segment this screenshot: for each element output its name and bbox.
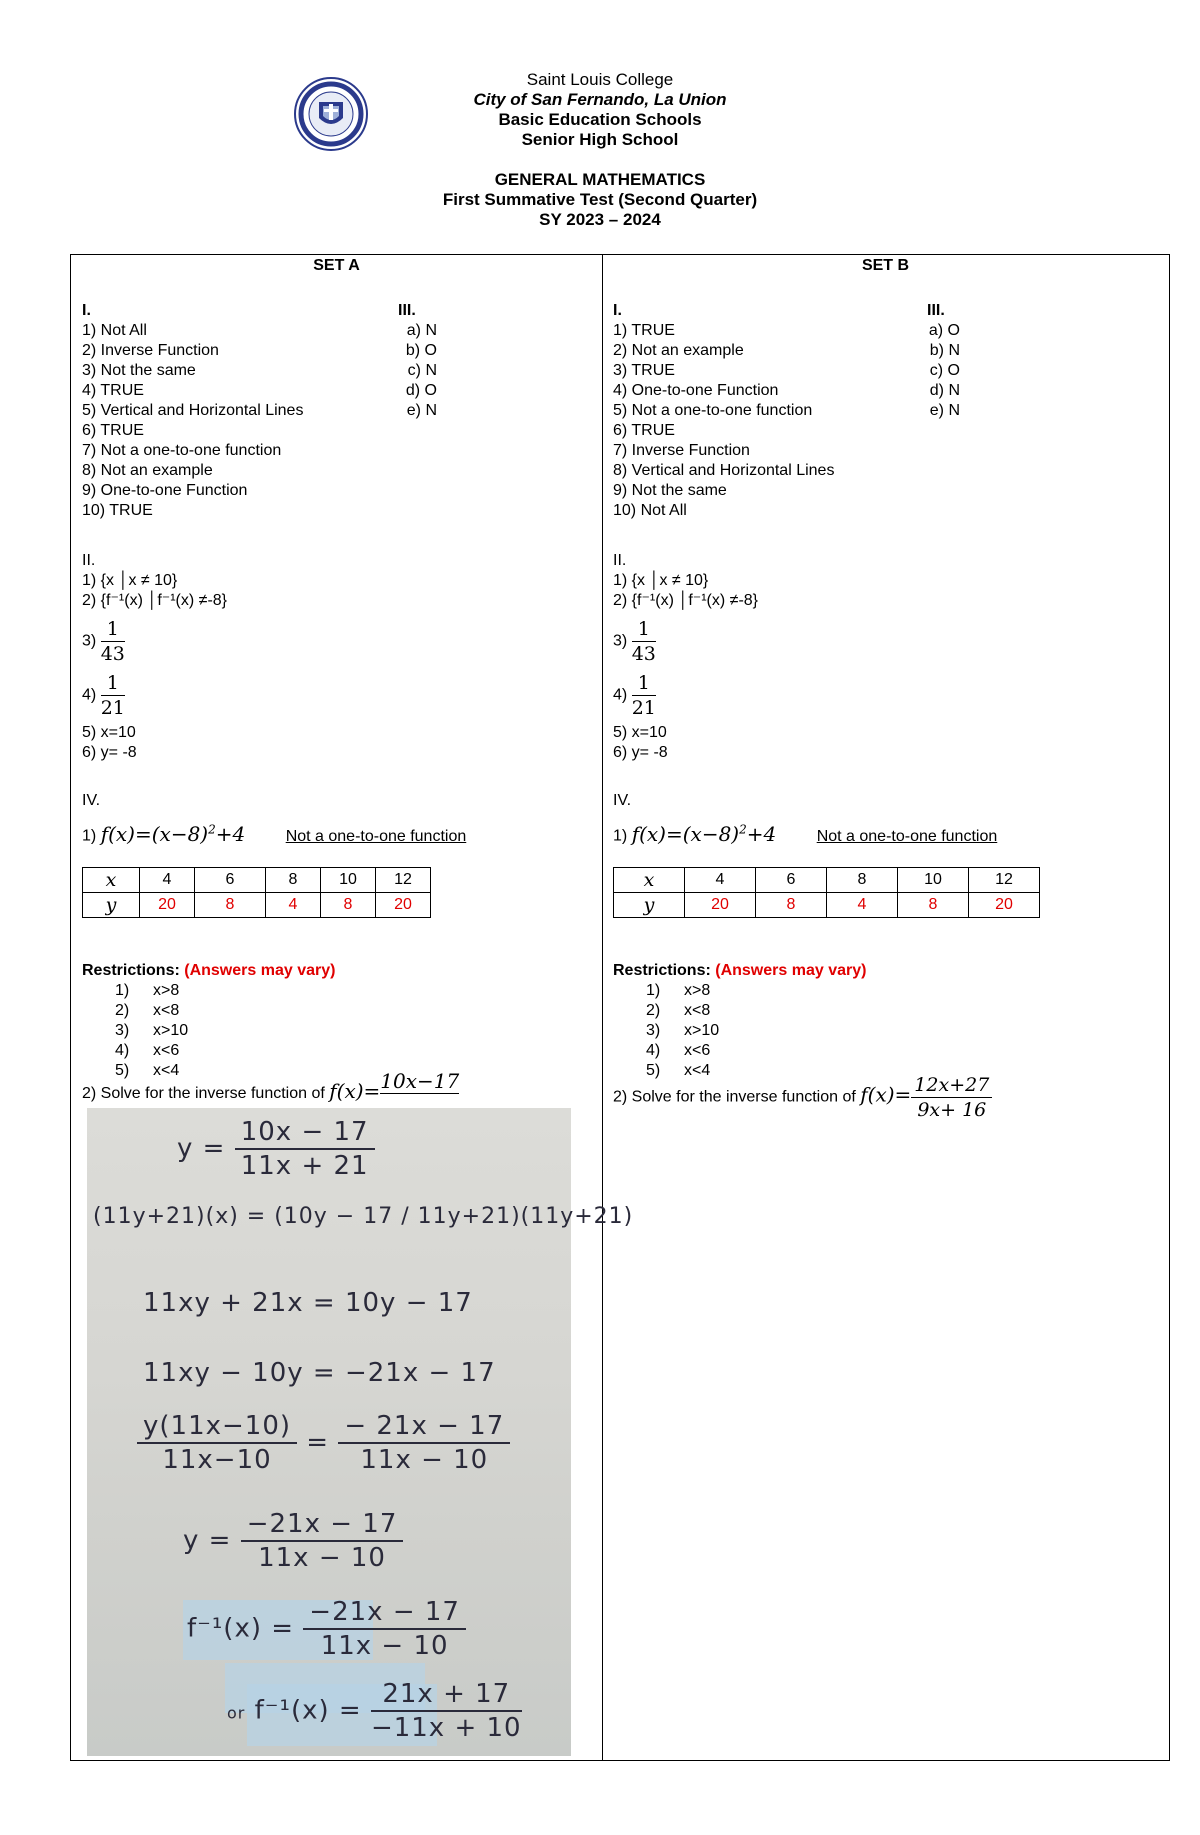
p4-1-answer: Not a one-to-one function (816, 827, 998, 845)
hw-fraction (235, 1116, 375, 1182)
fraction-numerator: 1 (101, 671, 125, 696)
table-cell: 12 (969, 868, 1040, 893)
table-cell: 8 (266, 868, 321, 893)
list-item: 4) One-to-one Function (613, 382, 779, 399)
list-item: c) O (929, 362, 960, 379)
set-b-part3-label: III. (927, 302, 945, 319)
list-item: a) O (928, 322, 960, 339)
school-department: Basic Education Schools (498, 110, 702, 129)
item-number: 3) (115, 1022, 130, 1039)
table-cell: 20 (376, 893, 431, 918)
item-number: 4) (646, 1042, 661, 1059)
list-item: 4) TRUE (82, 382, 144, 399)
table-cell: 4 (140, 868, 195, 893)
set-b-xy-table (613, 867, 1040, 918)
table-cell: 10 (898, 868, 969, 893)
q2-text: 2) Solve for the inverse function of (613, 1088, 856, 1106)
fraction-denominator: 43 (100, 643, 125, 665)
item-value: x>8 (684, 982, 711, 999)
table-cell: 8 (195, 893, 266, 918)
fraction-denominator: 21 (100, 697, 125, 719)
table-cell: 6 (195, 868, 266, 893)
formula-exponent: 2 (208, 822, 216, 836)
formula-main: f(x)=(x−8) (100, 821, 209, 846)
fraction (632, 617, 656, 666)
table-cell: 4 (685, 868, 756, 893)
q2-numerator: 10x−17 (380, 1069, 460, 1093)
set-a-p2-4 (82, 671, 125, 720)
set-a-p2-5: 5) x=10 (82, 724, 136, 741)
list-item: e) N (406, 402, 437, 419)
fraction-denominator: 21 (631, 697, 656, 719)
set-b-q2 (613, 1073, 992, 1122)
document-header (0, 70, 1200, 230)
hw-denominator: 11x − 10 (258, 1543, 386, 1573)
formula-exponent: 2 (739, 822, 747, 836)
set-b-column (602, 255, 1169, 1760)
fraction (911, 1073, 992, 1122)
list-item: 7) Inverse Function (613, 442, 750, 459)
p4-1-answer: Not a one-to-one function (285, 827, 467, 845)
list-item (82, 1021, 335, 1041)
hw-numerator: 10x − 17 (235, 1116, 375, 1150)
school-name: Saint Louis College (526, 70, 674, 89)
fraction-numerator: 1 (101, 617, 125, 642)
item-number: 1) (646, 982, 661, 999)
fraction (101, 671, 125, 720)
set-b-p2-6: 6) y= -8 (613, 744, 668, 761)
hw-line-2: (11y+21)(x) = (10y − 17 / 11y+21)(11y+21) (93, 1204, 634, 1229)
restrictions-heading (613, 961, 866, 981)
table-header: x (83, 868, 140, 893)
function-formula (101, 822, 246, 846)
list-item: d) N (929, 382, 960, 399)
item-number: 5) (646, 1062, 661, 1079)
item-value: x>10 (153, 1022, 189, 1039)
hw-text: y = (183, 1525, 232, 1556)
list-item (82, 981, 335, 1001)
set-b-p2-2: 2) {f⁻¹(x) │f⁻¹(x) ≠-8} (613, 592, 759, 609)
set-a-part1-list (82, 321, 303, 521)
item-number: 2) (115, 1002, 130, 1019)
list-item: 9) One-to-one Function (82, 482, 248, 499)
hw-text: f⁻¹(x) = (187, 1613, 295, 1644)
hw-line-6 (183, 1508, 403, 1574)
restrictions-note: (Answers may vary) (715, 962, 867, 979)
table-row (614, 893, 1040, 918)
set-a-p2-3 (82, 617, 125, 666)
table-cell: 8 (898, 893, 969, 918)
test-title: First Summative Test (Second Quarter) (442, 190, 758, 209)
list-item: 10) Not All (613, 502, 687, 519)
table-cell: 8 (827, 868, 898, 893)
hw-line-1 (177, 1116, 375, 1182)
table-cell: 4 (827, 893, 898, 918)
set-a-p2-6: 6) y= -8 (82, 744, 137, 761)
item-number: 4) (82, 686, 97, 704)
set-b-p2-4 (613, 671, 656, 720)
table-cell: 20 (685, 893, 756, 918)
hw-text: = (306, 1427, 330, 1458)
hw-numerator: y(11x−10) (137, 1410, 297, 1444)
list-item: b) O (405, 342, 437, 359)
hw-text: or (227, 1703, 246, 1723)
set-b-title: SET B (861, 257, 910, 274)
set-a-part3-list (395, 321, 437, 421)
set-a-xy-table (82, 867, 431, 918)
hw-denominator: 11x − 10 (360, 1445, 489, 1475)
fraction (632, 671, 656, 720)
item-number: 2) (646, 1002, 661, 1019)
hw-numerator: − 21x − 17 (338, 1410, 510, 1444)
list-item (82, 1041, 335, 1061)
item-number: 3) (646, 1022, 661, 1039)
list-item: e) N (929, 402, 960, 419)
table-cell: 20 (969, 893, 1040, 918)
set-a-part4-label: IV. (82, 792, 101, 809)
list-item: 10) TRUE (82, 502, 153, 519)
list-item: 2) Not an example (613, 342, 744, 359)
table-cell: 6 (756, 868, 827, 893)
set-a-p2-1: 1) {x │x ≠ 10} (82, 572, 178, 589)
formula-main: f(x)=(x−8) (631, 821, 740, 846)
set-a-title: SET A (313, 257, 360, 274)
list-item: 9) Not the same (613, 482, 727, 499)
list-item (613, 981, 866, 1001)
set-a-p2-2: 2) {f⁻¹(x) │f⁻¹(x) ≠-8} (82, 592, 228, 609)
table-header: y (614, 893, 685, 918)
q2-formula: f(x)= (329, 1079, 381, 1103)
item-value: x<4 (684, 1062, 711, 1079)
fraction-denominator: 43 (631, 643, 656, 665)
fraction-numerator: 1 (632, 617, 656, 642)
set-a-restrictions (82, 961, 335, 1081)
table-cell: 4 (266, 893, 321, 918)
item-value: x>10 (684, 1022, 720, 1039)
table-cell: 8 (756, 893, 827, 918)
set-b-p2-5: 5) x=10 (613, 724, 667, 741)
set-a-part3-label: III. (398, 302, 416, 319)
list-item: c) N (407, 362, 437, 379)
school-year: SY 2023 – 2024 (539, 210, 661, 229)
list-item: 1) Not All (82, 322, 147, 339)
list-item: 7) Not a one-to-one function (82, 442, 282, 459)
q2-formula: f(x)= (860, 1082, 912, 1107)
item-value: x>8 (153, 982, 180, 999)
fraction-numerator: 1 (632, 671, 656, 696)
restrictions-label: Restrictions: (613, 962, 711, 979)
subject-title: GENERAL MATHEMATICS (494, 170, 706, 189)
list-item (613, 1001, 866, 1021)
item-number: 3) (613, 632, 628, 650)
set-b-part1-list (613, 321, 834, 521)
hw-fraction (303, 1596, 466, 1662)
set-b-part4-label: IV. (613, 792, 632, 809)
set-a-part1-label: I. (82, 302, 91, 319)
list-item: 1) TRUE (613, 322, 675, 339)
item-number: 1) (82, 827, 97, 845)
formula-tail: +4 (215, 821, 246, 846)
item-number: 1) (115, 982, 130, 999)
list-item: 8) Vertical and Horizontal Lines (613, 462, 835, 479)
q2-text: 2) Solve for the inverse function of (82, 1085, 325, 1102)
hw-line-8 (227, 1678, 522, 1744)
list-item: 3) TRUE (613, 362, 675, 379)
set-a-part2-label: II. (82, 552, 96, 569)
fraction-numerator: 12x+27 (911, 1073, 992, 1098)
handwritten-solution-photo (87, 1108, 634, 1756)
set-b-p4-1 (613, 819, 997, 847)
set-b-part2-label: II. (613, 552, 627, 569)
item-value: x<4 (153, 1062, 180, 1079)
hw-fraction (371, 1678, 522, 1744)
item-value: x<8 (153, 1002, 180, 1019)
table-row (614, 868, 1040, 893)
formula-tail: +4 (746, 821, 777, 846)
fraction (101, 617, 125, 666)
table-header: y (83, 893, 140, 918)
set-b-restrictions (613, 961, 866, 1081)
set-b-part3-list (918, 321, 960, 421)
set-b-p2-3 (613, 617, 656, 666)
table-cell: 20 (140, 893, 195, 918)
table-header: x (614, 868, 685, 893)
table-cell: 12 (376, 868, 431, 893)
hw-line-5 (137, 1410, 510, 1476)
item-number: 3) (82, 632, 97, 650)
hw-text: f⁻¹(x) = (254, 1695, 362, 1726)
list-item (613, 1021, 866, 1041)
hw-denominator: −11x + 10 (370, 1713, 522, 1743)
list-item (82, 1061, 335, 1081)
hw-fraction (137, 1410, 297, 1476)
school-city: City of San Fernando, La Union (473, 90, 727, 109)
list-item: 8) Not an example (82, 462, 213, 479)
table-cell: 8 (321, 893, 376, 918)
list-item: 6) TRUE (613, 422, 675, 439)
hw-numerator: −21x − 17 (241, 1508, 404, 1542)
list-item: 6) TRUE (82, 422, 144, 439)
restrictions-label: Restrictions: (82, 962, 180, 979)
item-number: 1) (613, 827, 628, 845)
list-item: 5) Vertical and Horizontal Lines (82, 402, 304, 419)
restrictions-note: (Answers may vary) (184, 962, 336, 979)
item-value: x<6 (153, 1042, 180, 1059)
table-cell: 10 (321, 868, 376, 893)
function-formula (632, 822, 777, 846)
hw-fraction (338, 1410, 510, 1476)
set-a-p4-1 (82, 819, 466, 847)
set-b-p2-1: 1) {x │x ≠ 10} (613, 572, 709, 589)
hw-line-3: 11xy + 21x = 10y − 17 (143, 1288, 473, 1318)
set-b-part1-label: I. (613, 302, 622, 319)
table-row (83, 893, 431, 918)
list-item: b) N (929, 342, 960, 359)
item-number: 5) (115, 1062, 130, 1079)
list-item: 3) Not the same (82, 362, 196, 379)
hw-fraction (241, 1508, 404, 1574)
hw-numerator: −21x − 17 (303, 1596, 466, 1630)
hw-numerator: 21x + 17 (371, 1678, 522, 1712)
item-value: x<8 (684, 1002, 711, 1019)
list-item: d) O (405, 382, 437, 399)
item-number: 4) (115, 1042, 130, 1059)
hw-denominator: 11x − 10 (320, 1631, 449, 1661)
school-level: Senior High School (521, 130, 679, 149)
item-number: 4) (613, 686, 628, 704)
hw-denominator: 11x + 21 (240, 1151, 369, 1181)
table-row (83, 868, 431, 893)
fraction-denominator: 9x+ 16 (917, 1099, 987, 1121)
list-item: 2) Inverse Function (82, 342, 219, 359)
item-value: x<6 (684, 1042, 711, 1059)
restrictions-heading (82, 961, 335, 981)
hw-text: y = (177, 1133, 226, 1164)
list-item (82, 1001, 335, 1021)
list-item: 5) Not a one-to-one function (613, 402, 813, 419)
hw-line-7 (187, 1596, 466, 1662)
hw-line-4: 11xy − 10y = −21x − 17 (143, 1358, 496, 1388)
hw-denominator: 11x−10 (162, 1445, 272, 1475)
list-item (613, 1041, 866, 1061)
list-item: a) N (406, 322, 437, 339)
